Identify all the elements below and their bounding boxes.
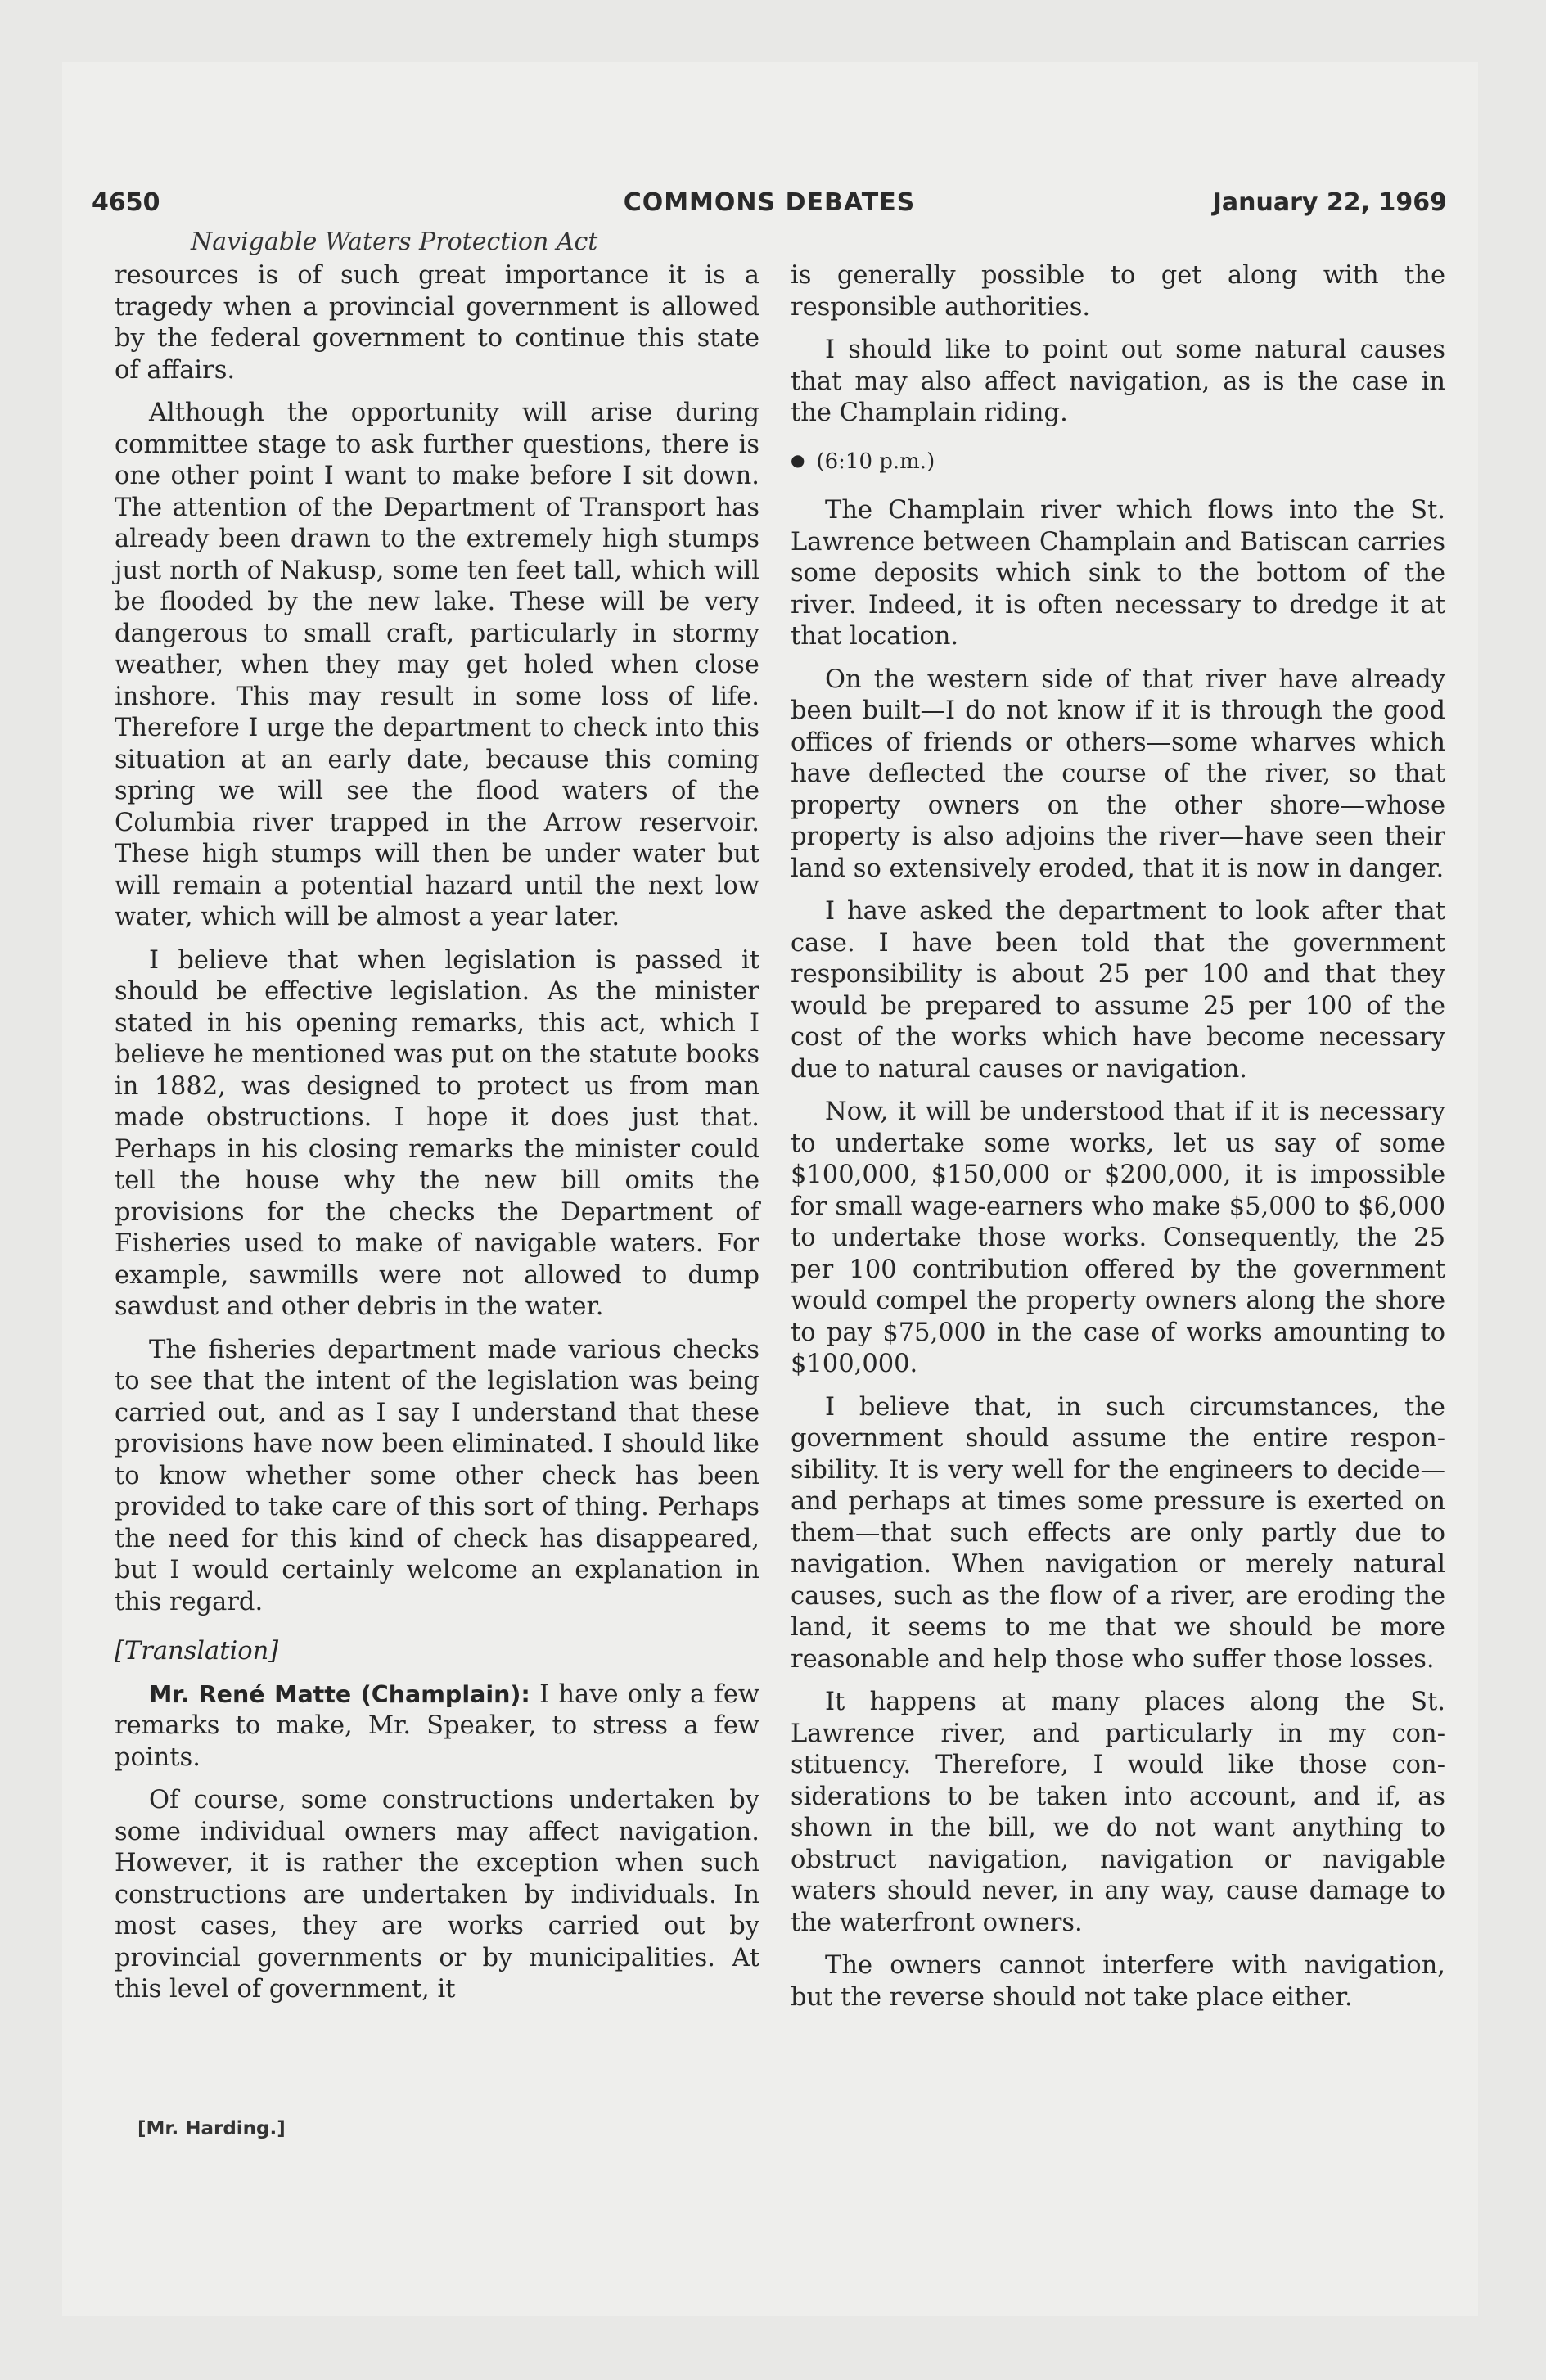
paragraph: Although the opportunity will arise during committee stage to ask further questions, there is one other point I want to make before I sit down. The attention of the Department of Transport has already been drawn to the extremely high stumps just north of Nakusp, some ten feet tall, which will be flooded by the new lake. These will be very dangerous to small craft, particularly in stormy weather, when they may get holed when close inshore. This may result in some loss of life. Therefore I urge the department to check into this situation at an early date, because this coming spring we will see the flood waters of the Columbia river trapped in the Arrow reservoir. These high stumps will then be under water but will remain a potential hazard until the next low water, which will be almost a year later. xyxy=(115,399,759,931)
left-column xyxy=(115,260,759,2017)
paragraph xyxy=(115,1679,759,1774)
section-title: Navigable Waters Protection Act xyxy=(191,228,598,256)
time-stamp: (6:10 p.m.) xyxy=(816,449,935,474)
bullet-icon: ● xyxy=(791,449,805,470)
paragraph: Now, it will be understood that if it is necessary to undertake some works, let us say of some $100,000, $150,000 or $200,000, it is impossible for small wage-earners who make $5,000 to $6,000 to undertake those works. Consequently, the 25 per 100 contribution offered by the government would compel the property owners along the shore to pay $75,000 in the case of works amounting to $100,000. xyxy=(791,1098,1445,1378)
paragraph: The owners cannot interfere with navigation, but the reverse should not take place either. xyxy=(791,1951,1445,2012)
page-footer: [Mr. Harding.] xyxy=(137,2118,286,2139)
paragraph: On the western side of that river have already been built—I do not know if it is through the good offices of friends or others—some wharves which have deflected the course of the river, so that property owners on the other shore—whose property is also adjoins the river—have seen their land so extensively eroded, that it is now in danger. xyxy=(791,665,1445,883)
page-header xyxy=(92,188,1447,221)
translation-tag: [Translation] xyxy=(115,1637,279,1666)
time-marker xyxy=(791,444,1445,478)
paragraph: It happens at many places along the St. Lawrence river, and particularly in my constituency. Therefore, I would like those considerations to be taken into account, and if, as shown in the bill, we do not want anything to obstruct navigation, navigation or navigable waters should never, in any way, cause damage to the waterfront owners. xyxy=(791,1688,1445,1937)
paragraph: I believe that when legislation is passed it should be effective legislation. As the minister stated in his opening remarks, this act, which I believe he mentioned was put on the statute books in 1882, was designed to protect us from man made obstructions. I hope it does just that. Perhaps in his closing remarks the minister could tell the house why the new bill omits the provisions for the checks the Department of Fisheries used to make of navigable waters. For example, sawmills were not allowed to dump sawdust and other debris in the water. xyxy=(115,945,759,1321)
paragraph: The Champlain river which flows into the St. Lawrence between Champlain and Batiscan carries some deposits which sink to the bottom of the river. Indeed, it is often necessary to dredge it at that location. xyxy=(791,496,1445,651)
paragraph: I should like to point out some natural causes that may also affect navigation, as is the case in the Champlain riding. xyxy=(791,336,1445,427)
paragraph: I have asked the department to look after that case. I have been told that the government responsibility is about 25 per 100 and that they would be prepared to assume 25 per 100 of the cost of the works which have become necessary due to natural causes or navigation. xyxy=(791,897,1445,1084)
publication-title: COMMONS DEBATES xyxy=(623,188,916,217)
page-number: 4650 xyxy=(92,188,160,217)
paragraph: resources is of such great importance it is a tragedy when a provincial government is allowed by the federal government to continue this state of affairs. xyxy=(115,261,759,385)
paragraph: The fisheries department made various checks to see that the intent of the legislation was being carried out, and as I say I understand that these provisions have now been eliminated. I should like to know whether some other check has been provided to take care of this sort of thing. Perhaps the need for this kind of check has disappeared, but I would certainly welcome an explanation in this regard. xyxy=(115,1335,759,1616)
publication-date: January 22, 1969 xyxy=(1212,188,1447,217)
paragraph: is generally possible to get along with the responsible authorities. xyxy=(791,261,1445,322)
paragraph: Of course, some constructions undertaken by some individual owners may affect navigation. However, it is rather the exception when such constructions are undertaken by individuals. In most cases, they are works carried out by provincial governments or by municipalities. At this level of government, it xyxy=(115,1786,759,2004)
right-column xyxy=(791,260,1445,2025)
speech-text: I have only a few remarks to make, Mr. Speaker, to stress a few points. xyxy=(115,1679,759,1772)
paragraph: I believe that, in such circumstances, the government should assume the entire responsibility. It is very well for the engineers to decide—and perhaps at times some pressure is exerted on them—that such effects are only partly due to navigation. When navigation or merely natural causes, such as the flow of a river, are eroding the land, it seems to me that we should be more reasonable and help those who suffer those losses. xyxy=(791,1392,1445,1674)
speaker-name: Mr. René Matte (Champlain): xyxy=(149,1680,530,1708)
